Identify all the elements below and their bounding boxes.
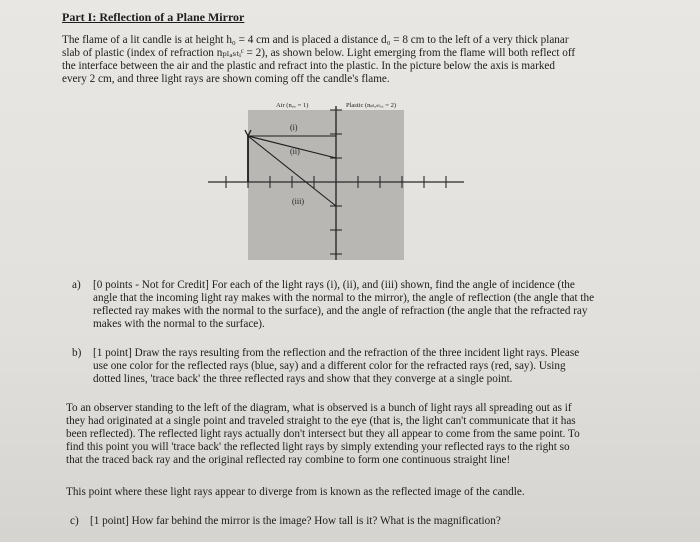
plastic-label: Plastic (nₚₗₐₛₜᵢ꜀ = 2) [346,102,396,109]
section-title: Part I: Reflection of a Plane Mirror [62,10,245,24]
ray-diagram [196,96,476,266]
observer-line-2: they had originated at a single point and traveled straight to the eye (that is, the light can't communicate that it has [66,415,576,427]
intro-line-2: slab of plastic (index of refraction nₚₗₐₛₜᵢᶜ = 2), as shown below. Light emerging from the flame will both reflect off [62,47,576,59]
diagram-panel [248,110,404,260]
part-b-line-3: dotted lines, 'trace back' the three reflected rays and show that they converge at a single point. [93,373,513,385]
air-label: Air (nₐᵢᵣ = 1) [276,102,309,109]
observer-line-3: been reflected). The reflected light rays actually don't intersect but they all appear to come from the same point. To [66,428,580,440]
ray-label-ii: (ii) [290,147,300,156]
observer-line-4: find this point you will 'trace back' the reflected light rays by simply extending your reflected rays to the right so [66,441,570,453]
part-b-line-1: [1 point] Draw the rays resulting from the reflection and the refraction of the three incident light rays. Please [93,347,580,359]
part-a-marker: a) [72,279,81,291]
part-c-marker: c) [70,515,79,527]
part-c-text: [1 point] How far behind the mirror is the image? How tall is it? What is the magnification? [90,515,501,527]
part-a-line-3: reflected ray makes with the normal to the surface), and the angle of refraction (the angle that the refracted ray [93,305,588,317]
intro-line-3: the interface between the air and the plastic and refract into the plastic. In the picture below the axis is marked [62,60,555,72]
ray-label-i: (i) [290,123,298,132]
part-b-marker: b) [72,347,82,359]
part-b-line-2: use one color for the reflected rays (blue, say) and a different color for the refracted rays (red, say). Using [93,360,566,372]
intro-line-4: every 2 cm, and three light rays are shown coming off the candle's flame. [62,73,390,85]
intro-line-1: The flame of a lit candle is at height h₀ = 4 cm and is placed a distance d₀ = 8 cm to the left of a very thick planar [62,34,569,46]
observer-line-5: that the traced back ray and the original reflected ray combine to form one continuous straight line! [66,454,511,466]
ray-label-iii: (iii) [292,197,304,206]
part-a-line-4: makes with the normal to the surface). [93,318,265,330]
part-a-line-2: angle that the incoming light ray makes with the normal to the mirror), the angle of reflection (the angle that the [93,292,595,304]
part-a-line-1: [0 points - Not for Credit] For each of the light rays (i), (ii), and (iii) shown, find the angle of incidence (the [93,279,575,291]
observer-line-1: To an observer standing to the left of the diagram, what is observed is a bunch of light rays all spreading out as if [66,402,572,414]
image-definition: This point where these light rays appear to diverge from is known as the reflected image of the candle. [66,486,525,498]
